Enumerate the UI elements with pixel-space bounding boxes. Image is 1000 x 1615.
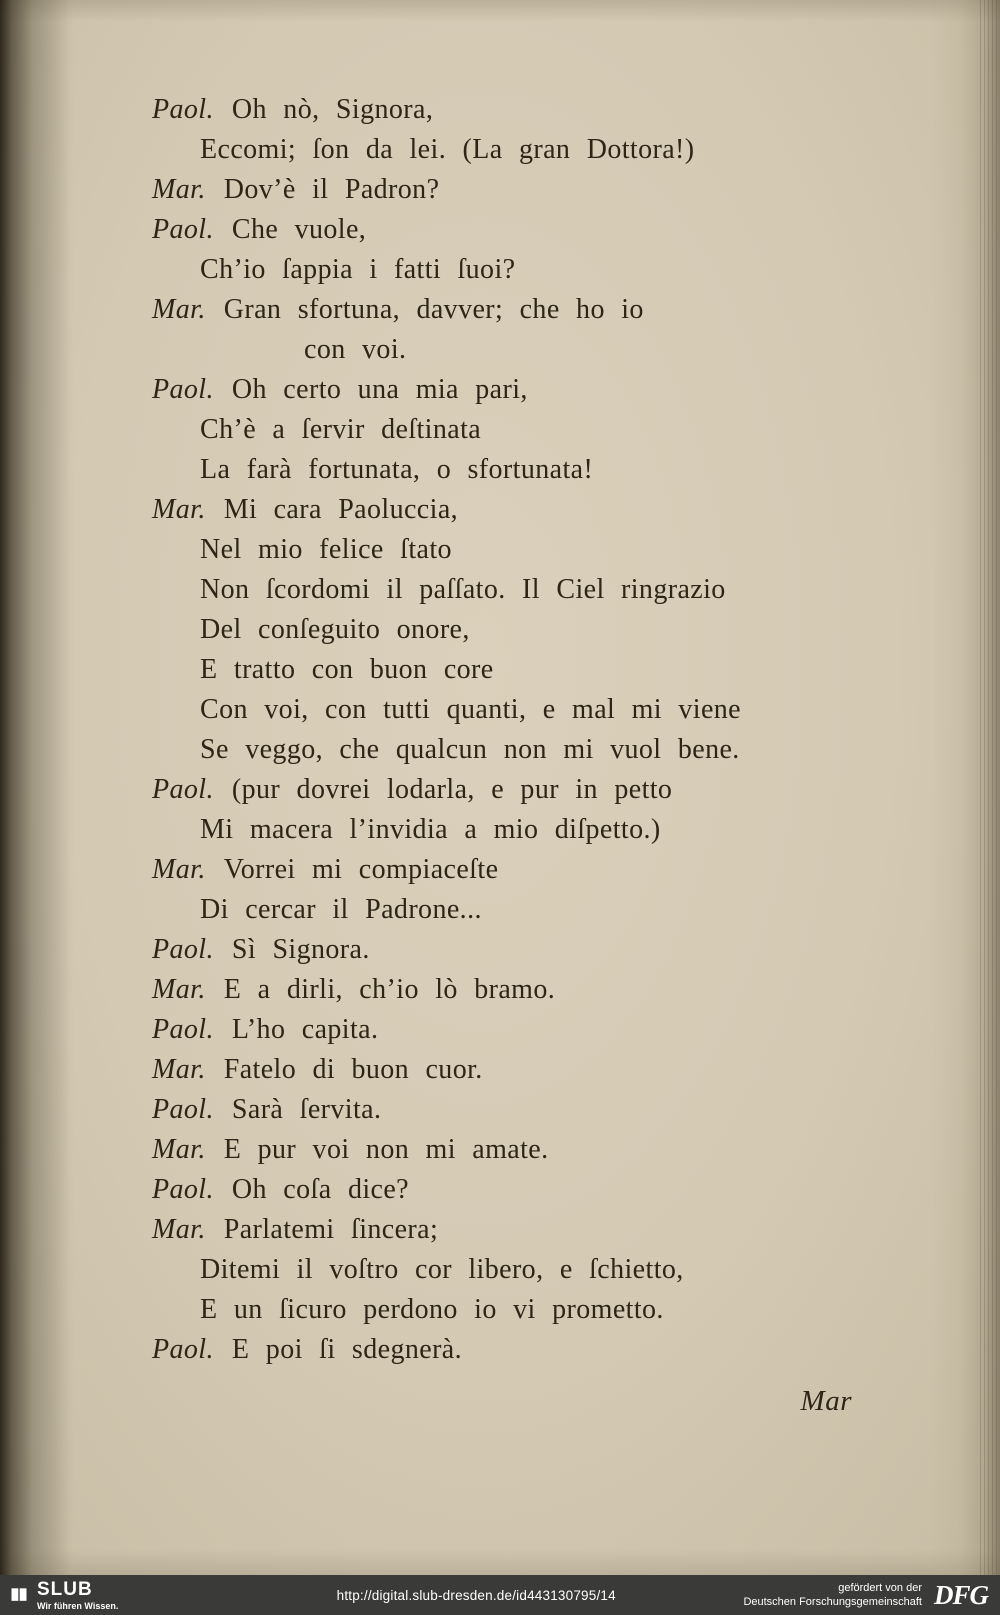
slub-logo-text (37, 1580, 118, 1611)
text-line (152, 930, 900, 970)
speaker-label: Mar. (152, 1134, 206, 1165)
play-text (152, 90, 900, 1370)
speaker-label: Mar. (152, 174, 206, 205)
speaker-label: Paol. (152, 934, 214, 965)
speaker-label: Paol. (152, 1094, 214, 1125)
text-line (200, 570, 900, 610)
speaker-label: Paol. (152, 774, 214, 805)
speaker-label: Mar. (152, 974, 206, 1005)
speaker-label: Mar. (152, 1054, 206, 1085)
slub-logo (0, 1580, 209, 1611)
funding-line-2: Deutschen Forschungsgemeinschaft (743, 1596, 922, 1608)
viewer-footer (0, 1575, 1000, 1615)
text-line (200, 730, 900, 770)
library-name: SLUB (37, 1578, 93, 1600)
verse-text: L’ho capita. (231, 1014, 379, 1045)
document-url: http://digital.slub-dresden.de/id443130795/14 (336, 1587, 616, 1603)
text-line (200, 1290, 900, 1330)
text-line (200, 690, 900, 730)
open-book-icon (9, 1585, 29, 1605)
verse-text: E poi ſi sdegnerà. (231, 1334, 463, 1365)
verse-text: Ditemi il voſtro cor libero, e ſchietto, (200, 1254, 684, 1285)
speaker-label: Paol. (152, 1334, 214, 1365)
speaker-label: Paol. (152, 1174, 214, 1205)
verse-text: Eccomi; ſon da lei. (La gran Dottora!) (200, 134, 695, 165)
text-line (152, 850, 900, 890)
funding-line-1: gefördert von der (838, 1581, 922, 1594)
text-line (152, 770, 900, 810)
text-line (152, 1330, 900, 1370)
verse-text: Sarà ſervita. (231, 1094, 382, 1125)
catchword: Mar (800, 1385, 852, 1417)
text-line (152, 1210, 900, 1250)
verse-text: E a dirli, ch’io lò bramo. (223, 974, 556, 1005)
speaker-label: Paol. (152, 94, 214, 125)
text-line (152, 1050, 900, 1090)
speaker-label: Mar. (152, 494, 206, 525)
verse-text: Sì Signora. (231, 934, 370, 965)
verse-text: Vorrei mi compiaceſte (223, 854, 499, 885)
verse-text: Se veggo, che qualcun non mi vuol bene. (200, 734, 740, 765)
verse-text: Dov’è il Padron? (223, 174, 440, 205)
text-line (200, 410, 900, 450)
verse-text: Ch’io ſappia i fatti ſuoi? (200, 254, 516, 285)
verse-text: La farà fortunata, o sfortunata! (200, 454, 594, 485)
dfg-logo: DFG (933, 1579, 988, 1610)
speaker-label: Paol. (152, 1014, 214, 1045)
verse-text: Del conſeguito onore, (200, 614, 470, 645)
text-line (200, 130, 900, 170)
funding-note (743, 1581, 934, 1610)
verse-text: Nel mio felice ſtato (200, 534, 452, 565)
text-line (152, 1010, 900, 1050)
verse-text: E pur voi non mi amate. (223, 1134, 549, 1165)
verse-text: (pur dovrei lodarla, e pur in petto (231, 774, 673, 805)
text-line (200, 530, 900, 570)
verse-text: E un ſicuro perdono io vi prometto. (200, 1294, 664, 1325)
verse-text: Oh certo una mia pari, (231, 374, 528, 405)
verse-text: Oh coſa dice? (231, 1174, 410, 1205)
text-line (152, 370, 900, 410)
text-line (152, 290, 900, 330)
page-edge (980, 0, 1000, 1575)
verse-text: Oh nò, Signora, (231, 94, 434, 125)
text-line (152, 1130, 900, 1170)
verse-text: Mi macera l’invidia a mio diſpetto.) (200, 814, 661, 845)
verse-text: Fatelo di buon cuor. (223, 1054, 483, 1085)
text-line (200, 890, 900, 930)
speaker-label: Paol. (152, 214, 214, 245)
verse-text: Che vuole, (231, 214, 367, 245)
verse-text: Mi cara Paoluccia, (223, 494, 459, 525)
text-line (152, 90, 900, 130)
text-line (200, 810, 900, 850)
text-line (200, 1250, 900, 1290)
verse-text: Con voi, con tutti quanti, e mal mi viene (200, 694, 741, 725)
verse-text: Parlatemi ſincera; (223, 1214, 439, 1245)
verse-text: E tratto con buon core (200, 654, 494, 685)
verse-text: Non ſcordomi il paſſato. Il Ciel ringrazio (200, 574, 726, 605)
binding-shadow (0, 0, 70, 1575)
text-line (200, 250, 900, 290)
text-line (152, 210, 900, 250)
text-line (200, 450, 900, 490)
text-line (304, 330, 900, 370)
text-line (152, 1170, 900, 1210)
text-line (152, 1090, 900, 1130)
text-line (200, 650, 900, 690)
speaker-label: Mar. (152, 854, 206, 885)
library-tagline: Wir führen Wissen. (37, 1600, 119, 1611)
text-line (152, 490, 900, 530)
text-line (200, 610, 900, 650)
verse-text: Ch’è a ſervir deſtinata (200, 414, 482, 445)
verse-text: Gran sfortuna, davver; che ho io (223, 294, 644, 325)
speaker-label: Paol. (152, 374, 214, 405)
text-line (152, 170, 900, 210)
text-line (152, 970, 900, 1010)
speaker-label: Mar. (152, 1214, 206, 1245)
verse-text: con voi. (304, 334, 407, 365)
verse-text: Di cercar il Padrone... (200, 894, 482, 925)
speaker-label: Mar. (152, 294, 206, 325)
